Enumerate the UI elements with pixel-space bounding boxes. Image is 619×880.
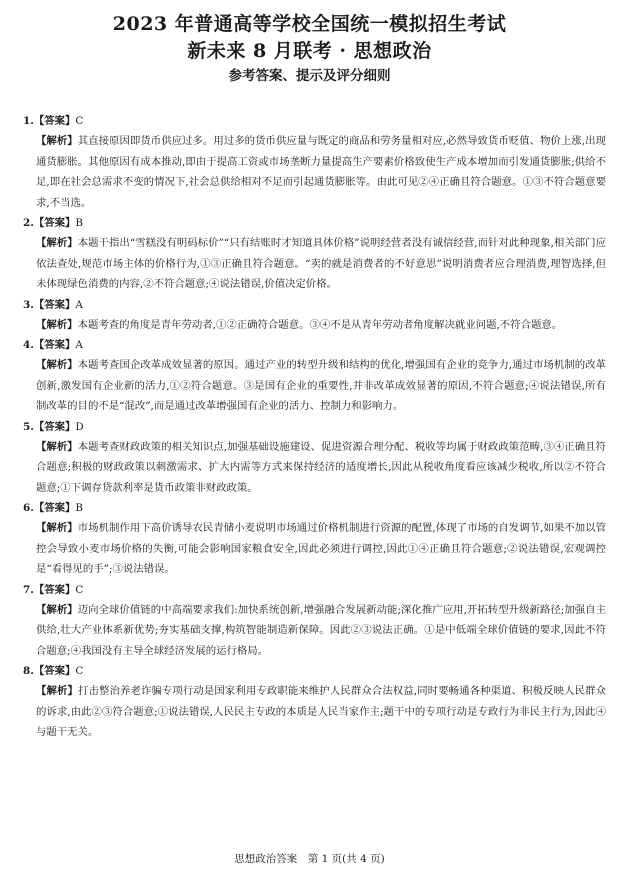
question-item (23, 111, 606, 213)
explanation-text: 市场机制作用下高价诱导农民青储小麦说明市场通过价格机制进行资源的配置,体现了市场的自发调节,如果不加以管控会导致小麦市场价格的失衡,可能会影响国家粮食安全,因此必须进行调控,因此①④正确且符合题意;②说法错误,宏观调控是“看得见的手”;③说法错误。 (36, 522, 606, 575)
explanation-text: 本题考查的角度是青年劳动者,①②正确符合题意。③④不是从青年劳动者角度解决就业问题,不符合题意。 (77, 318, 563, 331)
question-item (23, 417, 606, 499)
answer-line (23, 580, 606, 600)
explanation-tag: 【解析】 (36, 440, 78, 453)
question-number: 6. (23, 502, 34, 514)
answer-value: C (75, 115, 84, 127)
explanation-tag: 【解析】 (36, 359, 78, 371)
answer-value: C (75, 583, 84, 596)
question-item (23, 335, 606, 417)
answer-line (23, 111, 606, 131)
question-number: 4. (23, 339, 34, 351)
question-number: 2. (23, 217, 34, 229)
answer-list (23, 111, 606, 743)
answer-tag: 【答案】 (33, 420, 76, 433)
answer-value: A (75, 298, 83, 311)
answer-tag: 【答案】 (33, 665, 76, 677)
question-item (23, 213, 606, 295)
page-subtitle: 新未来 8 月联考 · 思想政治 (187, 40, 432, 62)
question-number: 3. (23, 298, 34, 311)
answer-value: D (75, 420, 84, 433)
explanation-tag: 【解析】 (36, 685, 78, 697)
answer-tag: 【答案】 (33, 298, 76, 311)
page-footer: 思想政治答案 第 1 页(共 4 页) (234, 853, 385, 865)
answer-value: A (75, 339, 83, 351)
answer-tag: 【答案】 (33, 339, 76, 351)
question-item (23, 580, 606, 662)
question-number: 7. (23, 583, 34, 596)
explanation (23, 600, 606, 662)
question-item (23, 498, 606, 580)
explanation-text: 其直接原因即货币供应过多。用过多的货币供应量与既定的商品和劳务量相对应,必然导致货币贬值、物价上涨,出现通货膨胀。其他原因有成本推动,即由于提高工资或市场垄断力量提高生产要素价格致使生产成本增加而引发通货膨胀;供给不足,即在社会总需求不变的情况下,社会总供给相对不足而引起通货膨胀等。由此可见②④正确且符合题意。①③不符合题意要求,不当选。 (36, 135, 606, 209)
question-number: 8. (23, 665, 34, 677)
explanation-tag: 【解析】 (36, 237, 78, 249)
answer-value: C (75, 665, 84, 677)
question-number: 5. (23, 420, 34, 433)
answer-tag: 【答案】 (33, 502, 76, 514)
explanation-text: 本题考查国企改革成效显著的原因。通过产业的转型升级和结构的优化,增强国有企业的竞争力,通过市场机制的改革创新,激发国有企业新的活力,①②符合题意。③是国有企业的重要性,并非改革成效显著的原因,不符合题意;④说法错误,所有制改革的目的不是“混改”,而是通过改革增强国有企业的活力、控制力和影响力。 (36, 359, 606, 412)
explanation-tag: 【解析】 (36, 603, 78, 616)
explanation-text: 本题考查财政政策的相关知识点,加强基础设施建设、促进资源合理分配、税收等均属于财政政策范畴,③④正确且符合题意;积极的财政政策以刺激需求、扩大内需等方式来保持经济的适度增长,因此从税收角度看应该减少税收,所以②不符合题意;①下调存贷款利率是货币政策非财政政策。 (36, 440, 606, 494)
answer-line (23, 295, 606, 315)
explanation (23, 355, 606, 417)
question-number: 1. (23, 115, 34, 127)
explanation-text: 本题干指出“雪糕没有明码标价”“只有结账时才知道具体价格”说明经营者没有诚信经营,而针对此种现象,相关部门应依法查处,规范市场主体的价格行为,①③正确且符合题意。“卖的就是消费者的不好意思”说明消费者应合理消费,理智选择,但未体现绿色消费的内容,②不符合题意;④说法错误,价值决定价格。 (36, 237, 606, 290)
answer-tag: 【答案】 (33, 583, 76, 596)
answer-value: B (75, 217, 84, 229)
explanation (23, 681, 606, 743)
explanation-text: 打击整治养老诈骗专项行动是国家利用专政职能来维护人民群众合法权益,同时要畅通各种渠道、积极反映人民群众的诉求,由此②③符合题意;①说法错误,人民民主专政的本质是人民当家作主;题干中的专项行动是专政行为非民主行为,因此④与题干无关。 (36, 685, 606, 738)
answer-line (23, 661, 606, 681)
explanation (23, 518, 606, 580)
explanation-text: 迈向全球价值链的中高端要求我们:加快系统创新,增强融合发展新动能;深化推广应用,开拓转型升级新路径;加强自主供给,壮大产业体系新优势;夯实基础支撑,构筑智能制造新保障。因此②③说法正确。①是中低端全球价值链的要求,因此不符合题意;④我国没有主导全球经济发展的运行格局。 (36, 603, 606, 657)
answer-line (23, 335, 606, 355)
explanation (23, 437, 606, 499)
answer-line (23, 417, 606, 437)
explanation (23, 315, 606, 336)
answer-value: B (75, 502, 84, 514)
question-item (23, 661, 606, 743)
explanation-tag: 【解析】 (36, 318, 78, 331)
answer-tag: 【答案】 (33, 115, 76, 127)
question-item (23, 295, 606, 336)
explanation-tag: 【解析】 (36, 522, 78, 534)
page-title: 2023 年普通高等学校全国统一模拟招生考试 (112, 13, 507, 35)
explanation (23, 131, 606, 213)
explanation-tag: 【解析】 (36, 135, 78, 147)
explanation (23, 233, 606, 295)
answer-line (23, 498, 606, 518)
answer-line (23, 213, 606, 233)
answer-tag: 【答案】 (33, 217, 76, 229)
answer-key-heading: 参考答案、提示及评分细则 (228, 68, 391, 84)
